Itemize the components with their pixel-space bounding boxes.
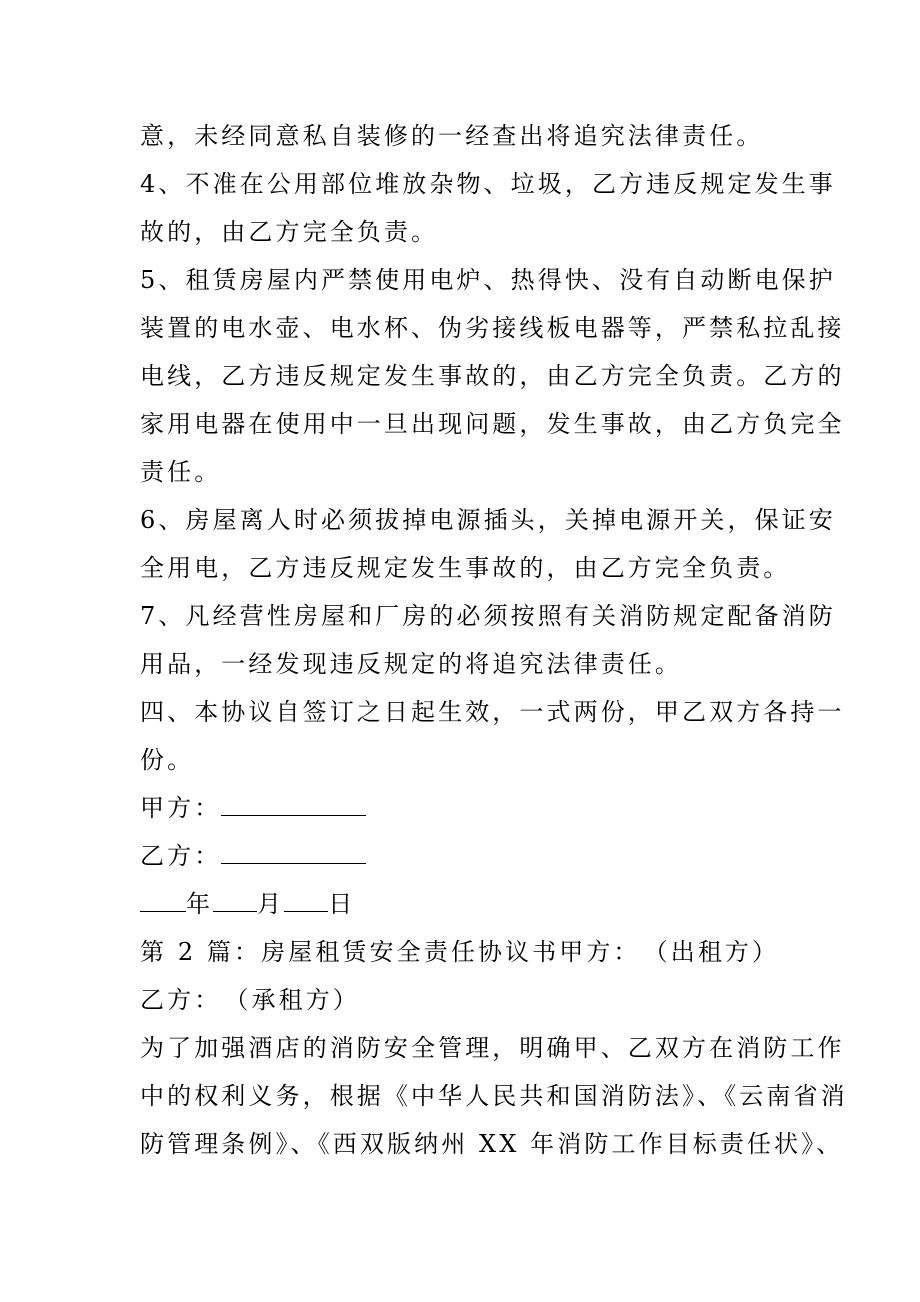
year-label: 年 — [186, 890, 214, 918]
text-line: 4、不准在公用部位堆放杂物、垃圾，乙方违反规定发生事 — [140, 170, 836, 198]
text-line: 全用电，乙方违反规定发生事故的，由乙方完全负责。 — [140, 554, 791, 582]
text-line: 份。 — [140, 746, 195, 774]
day-blank — [284, 881, 328, 912]
date-line — [140, 880, 790, 928]
party-b-label: 乙方： — [140, 842, 222, 870]
text-line: 中的权利义务，根据《中华人民共和国消防法》、《云南省消 — [140, 1082, 848, 1110]
text-line: 电线，乙方违反规定发生事故的，由乙方完全负责。乙方的 — [140, 362, 845, 390]
party-b-blank — [221, 833, 366, 864]
text-line: 四、本协议自签订之日起生效，一式两份，甲乙双方各持一 — [140, 698, 845, 726]
party-a-label: 甲方： — [140, 794, 222, 822]
year-blank — [140, 881, 186, 912]
text-line: 7、凡经营性房屋和厂房的必须按照有关消防规定配备消防 — [140, 602, 836, 630]
text-line: 为了加强酒店的消防安全管理，明确甲、乙双方在消防工作 — [140, 1034, 845, 1062]
text-line: 防管理条例》、《西双版纳州 XX 年消防工作目标责任状》、 — [140, 1130, 844, 1158]
text-line: 用品，一经发现违反规定的将追究法律责任。 — [140, 650, 682, 678]
party-a-blank — [221, 785, 366, 816]
month-label: 月 — [257, 890, 285, 918]
text-line: 装置的电水壶、电水杯、伪劣接线板电器等，严禁私拉乱接 — [140, 314, 845, 342]
section-heading: 第 2 篇：房屋租赁安全责任协议书甲方： （出租方） — [140, 938, 780, 966]
text-line: 责任。 — [140, 458, 222, 486]
text-line: 6、房屋离人时必须拔掉电源插头，关掉电源开关，保证安 — [140, 506, 836, 534]
party-b-signature-line — [140, 832, 790, 880]
month-blank — [213, 881, 257, 912]
text-line: 故的，由乙方完全负责。 — [140, 218, 439, 246]
party-a-signature-line — [140, 784, 790, 832]
text-line: 乙方： （承租方） — [140, 986, 360, 1014]
document-body — [140, 112, 848, 1168]
day-label: 日 — [328, 890, 356, 918]
text-line: 5、租赁房屋内严禁使用电炉、热得快、没有自动断电保护 — [140, 266, 836, 294]
text-line: 意，未经同意私自装修的一经查出将追究法律责任。 — [140, 122, 764, 150]
text-line: 家用电器在使用中一旦出现问题，发生事故，由乙方负完全 — [140, 410, 845, 438]
